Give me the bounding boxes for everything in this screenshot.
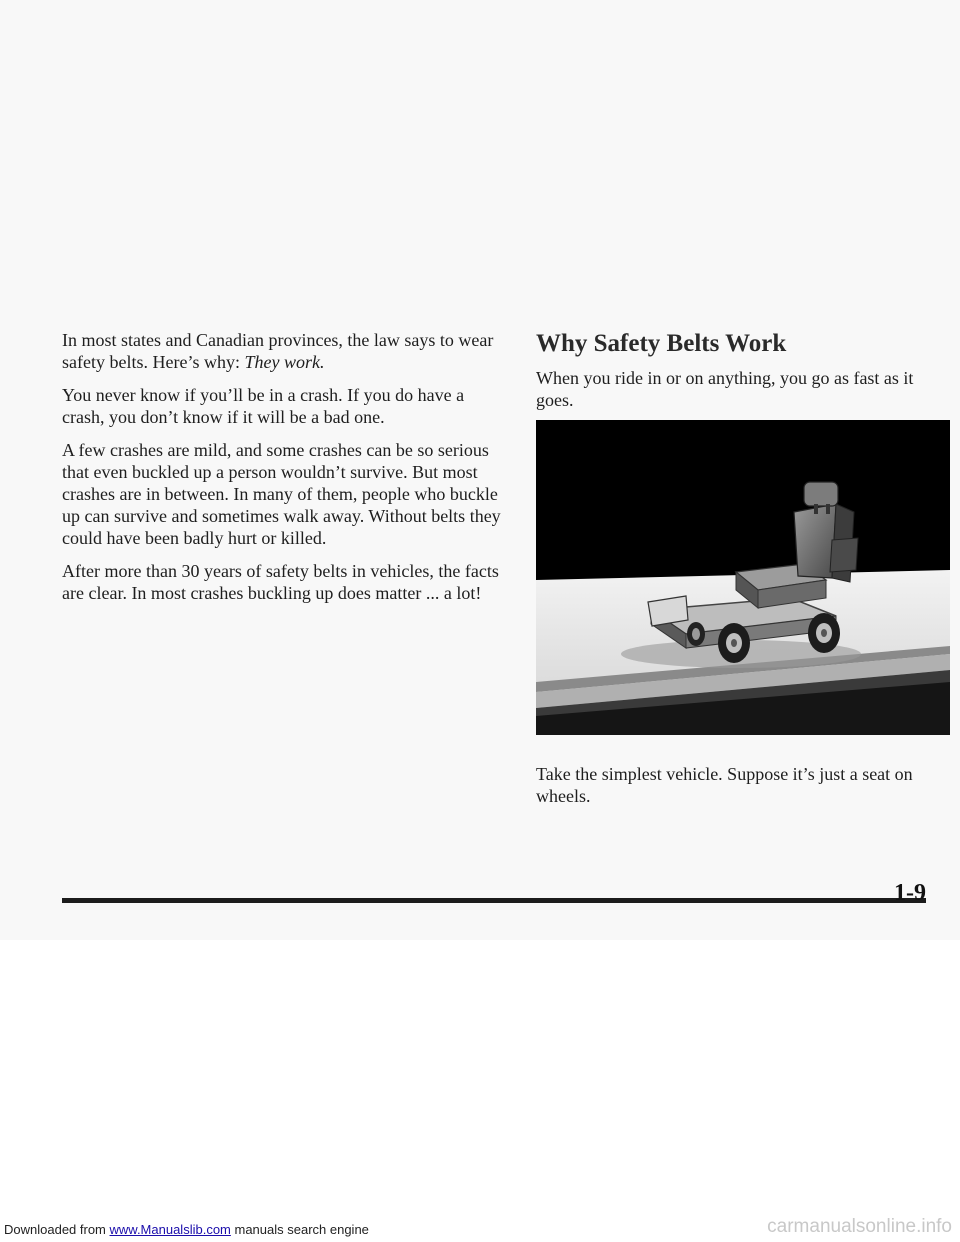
they-work-emphasis: They work.: [244, 352, 325, 372]
page-number: 1-9: [894, 880, 926, 906]
figure-caption-block: [536, 763, 950, 818]
footer-prefix: Downloaded from: [4, 1222, 110, 1237]
seat-on-wheels-illustration: [536, 420, 950, 735]
section-heading: Why Safety Belts Work: [536, 330, 787, 357]
footer-rule: [62, 898, 926, 903]
paragraph-crash-severity: A few crashes are mild, and some crashes can be so serious that even buckled up a person wouldn’t survive. But most crashes are in between. In many of them, people who buckle up can survive and sometimes walk away. Without belts they could have been badly hurt or killed.: [62, 440, 501, 548]
paragraph-intro: When you ride in or on anything, you go as fast as it goes.: [536, 368, 914, 410]
right-column: [536, 330, 950, 422]
paragraph-crash-unknown: You never know if you’ll be in a crash. If you do have a crash, you don’t know if it will be a bad one.: [62, 385, 465, 427]
download-footer: [4, 1222, 369, 1237]
watermark: carmanualsonline.info: [767, 1216, 952, 1237]
paragraph-law-text: In most states and Canadian provinces, the law says to wear safety belts. Here’s why:: [62, 330, 494, 372]
left-column: [62, 329, 502, 615]
manualslib-link[interactable]: www.Manualslib.com: [109, 1222, 231, 1237]
paragraph-law: [62, 329, 502, 373]
figure-caption: Take the simplest vehicle. Suppose it’s just a seat on wheels.: [536, 764, 913, 806]
footer-suffix: manuals search engine: [230, 1222, 369, 1237]
paragraph-facts: After more than 30 years of safety belts in vehicles, the facts are clear. In most crashes buckling up does matter ... a lot!: [62, 561, 499, 603]
